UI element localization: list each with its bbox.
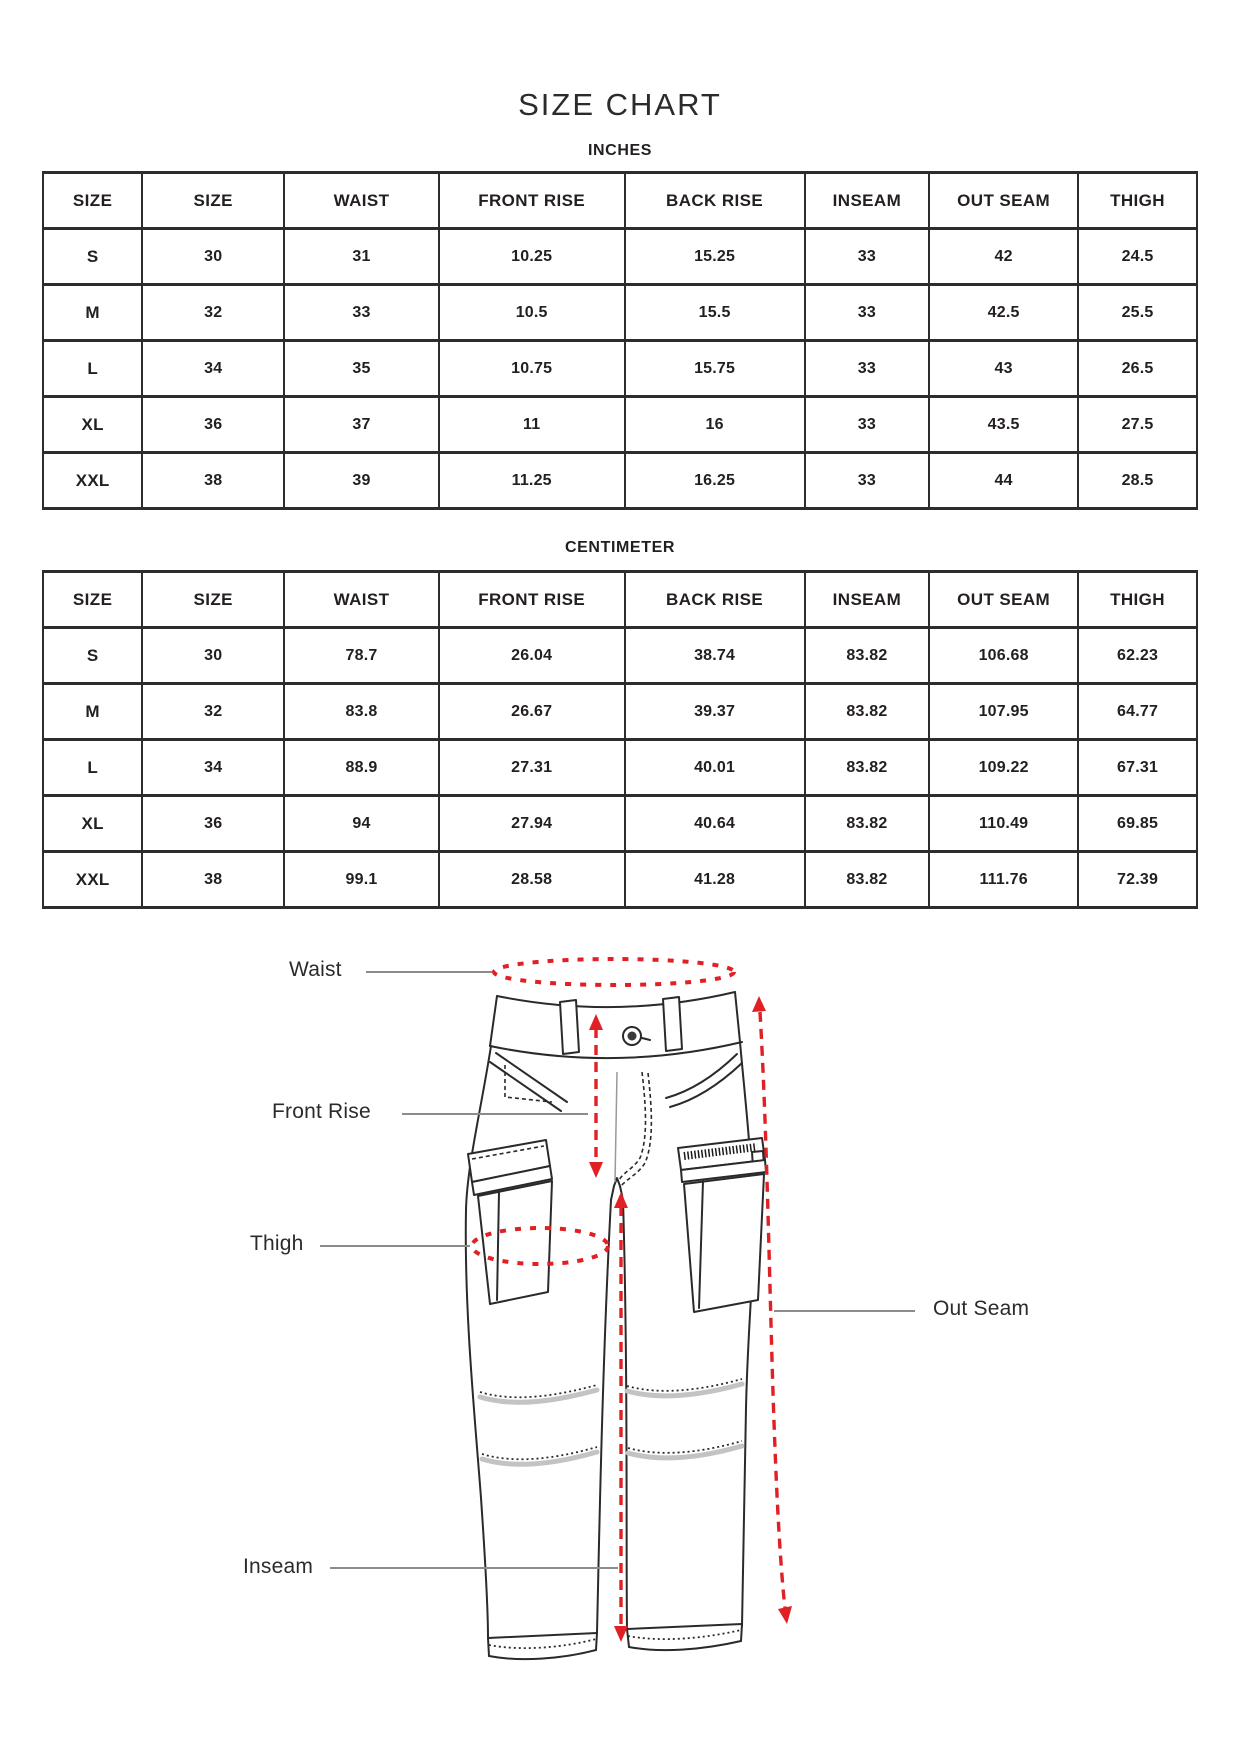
size-label-cell: M [43,684,142,740]
knee-stitching [480,1379,742,1464]
size-row [43,341,1197,397]
inseam-label: Inseam [243,1555,314,1578]
size-row [43,684,1197,740]
size-row [43,285,1197,341]
measurement-cell: 83.82 [805,796,930,852]
measurement-cell: 10.5 [439,285,625,341]
measurement-cell: 72.39 [1078,852,1197,908]
size-label-cell: L [43,341,142,397]
measurement-cell: 31 [284,229,439,285]
column-header: INSEAM [805,572,930,628]
measurement-cell: 33 [805,285,930,341]
measurement-cell: 83.82 [805,740,930,796]
inches-table-label: INCHES [587,142,653,159]
size-label-cell: S [43,229,142,285]
inches-size-table [42,171,1198,510]
column-header: SIZE [142,572,284,628]
measurement-cell: 83.82 [805,684,930,740]
measurement-cell: 94 [284,796,439,852]
measurement-cell: 69.85 [1078,796,1197,852]
size-label-cell: S [43,628,142,684]
measurement-cell: 32 [142,285,284,341]
size-label-cell: XL [43,397,142,453]
measurement-cell: 43.5 [929,397,1078,453]
size-row [43,229,1197,285]
pants-measurement-diagram [0,848,1240,1748]
size-label-cell: M [43,285,142,341]
thigh-label: Thigh [250,1232,304,1255]
measurement-cell: 25.5 [1078,285,1197,341]
column-header: INSEAM [805,173,930,229]
measurement-cell: 10.75 [439,341,625,397]
measurement-cell: 40.01 [625,740,805,796]
measurement-cell: 41.28 [625,852,805,908]
column-header: SIZE [43,173,142,229]
column-header: THIGH [1078,173,1197,229]
measurement-cell: 26.67 [439,684,625,740]
measurement-cell: 33 [805,397,930,453]
measurement-cell: 39 [284,453,439,509]
column-header: WAIST [284,173,439,229]
measurement-cell: 40.64 [625,796,805,852]
waist-measure-ellipse [494,959,734,985]
size-label-cell: L [43,740,142,796]
label-pointer-lines [320,972,915,1568]
size-label-cell: XXL [43,453,142,509]
measurement-cell: 34 [142,341,284,397]
measurement-cell: 27.94 [439,796,625,852]
column-header: BACK RISE [625,572,805,628]
measurement-cell: 106.68 [929,628,1078,684]
size-row [43,628,1197,684]
measurement-cell: 42 [929,229,1078,285]
measurement-cell: 109.22 [929,740,1078,796]
out-seam-label: Out Seam [933,1297,1030,1320]
measurement-cell: 30 [142,229,284,285]
measurement-cell: 37 [284,397,439,453]
measurement-cell: 78.7 [284,628,439,684]
measurement-cell: 33 [805,453,930,509]
measurement-cell: 27.5 [1078,397,1197,453]
cargo-pocket-left [468,1140,552,1304]
measurement-cell: 26.04 [439,628,625,684]
measurement-cell: 83.8 [284,684,439,740]
measurement-cell: 30 [142,628,284,684]
pants-outline [466,992,766,1659]
measurement-cell: 11 [439,397,625,453]
measurement-cell: 36 [142,397,284,453]
leg-hems [488,1624,742,1659]
front-pocket-right [666,1054,742,1107]
measurement-cell: 83.82 [805,628,930,684]
measurement-cell: 35 [284,341,439,397]
measurement-cell: 43 [929,341,1078,397]
measurement-cell: 88.9 [284,740,439,796]
column-header: SIZE [142,173,284,229]
measurement-cell: 15.25 [625,229,805,285]
measurement-cell: 16.25 [625,453,805,509]
measurement-cell: 16 [625,397,805,453]
front-rise-label: Front Rise [272,1100,371,1123]
measurement-cell: 10.25 [439,229,625,285]
measurement-cell: 11.25 [439,453,625,509]
column-header: THIGH [1078,572,1197,628]
measurement-cell: 26.5 [1078,341,1197,397]
column-header: OUT SEAM [929,572,1078,628]
measurement-cell: 27.31 [439,740,625,796]
measurement-cell: 42.5 [929,285,1078,341]
size-label-cell: XXL [43,852,142,908]
column-header: FRONT RISE [439,572,625,628]
front-rise-measure-arrow [589,1014,603,1178]
measurement-cell: 44 [929,453,1078,509]
size-row [43,796,1197,852]
measurement-cell: 38 [142,453,284,509]
measurement-cell: 64.77 [1078,684,1197,740]
column-header: OUT SEAM [929,173,1078,229]
header-row [43,173,1197,229]
size-row [43,397,1197,453]
measurement-cell: 62.23 [1078,628,1197,684]
belt-loop [560,1000,579,1054]
measurement-cell: 28.58 [439,852,625,908]
size-row [43,453,1197,509]
measurement-cell: 33 [284,285,439,341]
measurement-cell: 15.5 [625,285,805,341]
column-header: WAIST [284,572,439,628]
column-header: SIZE [43,572,142,628]
measurement-cell: 33 [805,229,930,285]
page-title: SIZE CHART [518,86,722,122]
measurement-cell: 36 [142,796,284,852]
size-row [43,740,1197,796]
measurement-cell: 83.82 [805,852,930,908]
waist-label: Waist [289,958,342,981]
front-pocket-left [490,1053,567,1111]
measurement-cell: 15.75 [625,341,805,397]
measurement-cell: 28.5 [1078,453,1197,509]
belt-loop [663,997,682,1051]
measurement-cell: 110.49 [929,796,1078,852]
measurement-cell: 38 [142,852,284,908]
column-header: BACK RISE [625,173,805,229]
cargo-pocket-right [678,1138,766,1312]
waist-button [623,1027,650,1045]
measurement-cell: 39.37 [625,684,805,740]
measurement-cell: 24.5 [1078,229,1197,285]
measurement-cell: 67.31 [1078,740,1197,796]
pants-technical-drawing [0,848,1240,1748]
measurement-cell: 33 [805,341,930,397]
measurement-cell: 107.95 [929,684,1078,740]
size-label-cell: XL [43,796,142,852]
measurement-cell: 38.74 [625,628,805,684]
measurement-cell: 34 [142,740,284,796]
measurement-cell: 111.76 [929,852,1078,908]
header-row [43,572,1197,628]
centimeter-table-label: CENTIMETER [565,539,675,556]
measurement-cell: 32 [142,684,284,740]
measurement-cell: 99.1 [284,852,439,908]
column-header: FRONT RISE [439,173,625,229]
